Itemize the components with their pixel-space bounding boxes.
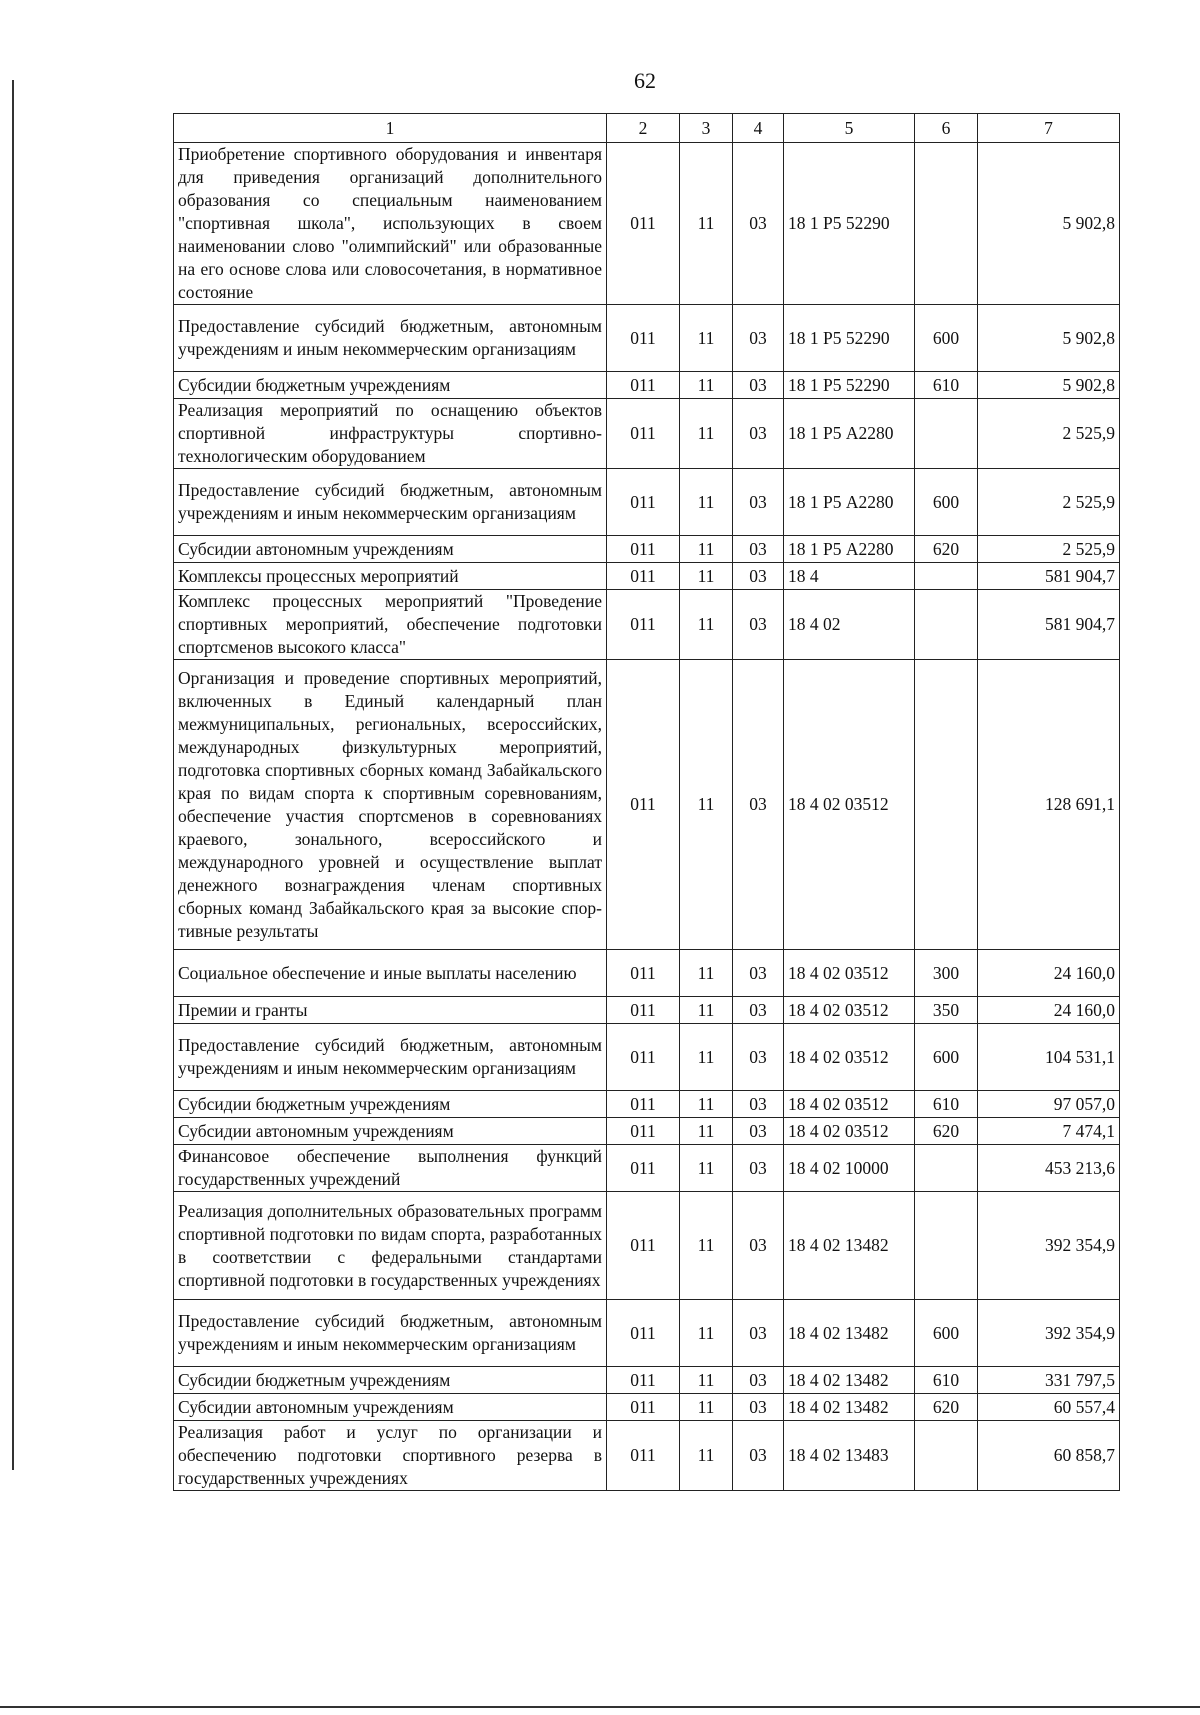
cell-target-article: 18 1 Р5 52290 [784,143,915,305]
cell-ministry-code: 011 [607,590,680,660]
cell-name: Реализация дополнительных образовательных программ спортивной подготовки по видам спорта, разработанных в соответствии с федеральными стандартами спортивной подготовки в государственных учреждениях [174,1192,607,1300]
cell-subsection: 03 [733,536,784,563]
cell-section: 11 [680,1421,733,1491]
cell-section: 11 [680,1367,733,1394]
cell-expense-type [915,660,978,950]
header-cell: 7 [978,114,1120,143]
scan-edge-line-bottom [0,1706,1200,1708]
cell-name: Премии и гранты [174,997,607,1024]
table-row [174,563,1120,590]
table-row [174,1145,1120,1192]
table-row [174,143,1120,305]
cell-amount: 2 525,9 [978,536,1120,563]
cell-amount: 453 213,6 [978,1145,1120,1192]
header-cell: 5 [784,114,915,143]
cell-expense-type: 600 [915,305,978,372]
cell-target-article: 18 4 02 13482 [784,1367,915,1394]
cell-expense-type: 350 [915,997,978,1024]
table-row [174,590,1120,660]
cell-target-article: 18 1 Р5 52290 [784,372,915,399]
table-row [174,1192,1120,1300]
cell-amount: 581 904,7 [978,590,1120,660]
header-cell: 3 [680,114,733,143]
cell-section: 11 [680,1091,733,1118]
cell-amount: 5 902,8 [978,372,1120,399]
cell-section: 11 [680,1192,733,1300]
cell-section: 11 [680,1394,733,1421]
cell-target-article: 18 4 02 13482 [784,1394,915,1421]
cell-amount: 24 160,0 [978,997,1120,1024]
table-row [174,536,1120,563]
header-cell: 2 [607,114,680,143]
cell-expense-type [915,1421,978,1491]
scan-edge-line-left [12,80,14,1470]
cell-amount: 24 160,0 [978,950,1120,997]
cell-amount: 2 525,9 [978,469,1120,536]
cell-expense-type: 610 [915,372,978,399]
table-row [174,950,1120,997]
budget-table [173,113,1120,1491]
cell-section: 11 [680,536,733,563]
cell-ministry-code: 011 [607,536,680,563]
cell-ministry-code: 011 [607,469,680,536]
cell-subsection: 03 [733,1145,784,1192]
cell-subsection: 03 [733,590,784,660]
cell-subsection: 03 [733,143,784,305]
table-row [174,1300,1120,1367]
cell-name: Субсидии бюджетным учреждениям [174,1367,607,1394]
cell-name: Субсидии автономным учреждениям [174,1394,607,1421]
cell-expense-type [915,590,978,660]
cell-section: 11 [680,372,733,399]
cell-ministry-code: 011 [607,143,680,305]
cell-target-article: 18 4 02 10000 [784,1145,915,1192]
cell-section: 11 [680,1118,733,1145]
cell-name: Субсидии автономным учреждениям [174,536,607,563]
header-cell: 6 [915,114,978,143]
cell-expense-type [915,563,978,590]
table-row [174,399,1120,469]
cell-expense-type: 300 [915,950,978,997]
table-row [174,305,1120,372]
cell-target-article: 18 1 Р5 А2280 [784,399,915,469]
cell-subsection: 03 [733,1192,784,1300]
cell-ministry-code: 011 [607,1118,680,1145]
cell-target-article: 18 4 02 03512 [784,1024,915,1091]
cell-section: 11 [680,563,733,590]
cell-name: Комплекс процессных мероприятий "Проведение спортивных мероприятий, обеспечение подготовки спортсменов высокого класса" [174,590,607,660]
cell-amount: 128 691,1 [978,660,1120,950]
cell-subsection: 03 [733,563,784,590]
cell-target-article: 18 4 02 03512 [784,997,915,1024]
cell-amount: 2 525,9 [978,399,1120,469]
cell-section: 11 [680,143,733,305]
cell-expense-type: 600 [915,469,978,536]
cell-amount: 392 354,9 [978,1192,1120,1300]
cell-ministry-code: 011 [607,399,680,469]
cell-expense-type [915,399,978,469]
cell-amount: 581 904,7 [978,563,1120,590]
cell-target-article: 18 4 02 03512 [784,1091,915,1118]
cell-name: Субсидии бюджетным учреждениям [174,372,607,399]
cell-expense-type: 620 [915,536,978,563]
cell-subsection: 03 [733,950,784,997]
table-row [174,469,1120,536]
cell-section: 11 [680,660,733,950]
cell-amount: 392 354,9 [978,1300,1120,1367]
cell-section: 11 [680,1145,733,1192]
table-row [174,1367,1120,1394]
cell-ministry-code: 011 [607,997,680,1024]
cell-name: Предоставление субсидий бюджетным, автономным учреждениям и иным некоммерческим организациям [174,1024,607,1091]
cell-target-article: 18 1 Р5 А2280 [784,469,915,536]
table-header-row [174,114,1120,143]
cell-ministry-code: 011 [607,1300,680,1367]
cell-expense-type: 600 [915,1024,978,1091]
table-row [174,1024,1120,1091]
cell-section: 11 [680,305,733,372]
cell-ministry-code: 011 [607,660,680,950]
cell-name: Приобретение спортивного оборудования и инвентаря для приведения организаций дополнительного образования со специальным наименованием "спортивная школа", использующих в своем наименовании слово "олимпийский" или образованные на его основе слова или словосочетания, в нормативное состояние [174,143,607,305]
cell-target-article: 18 4 02 13482 [784,1192,915,1300]
cell-ministry-code: 011 [607,1367,680,1394]
cell-target-article: 18 4 02 13482 [784,1300,915,1367]
cell-amount: 104 531,1 [978,1024,1120,1091]
cell-ministry-code: 011 [607,950,680,997]
cell-ministry-code: 011 [607,1394,680,1421]
cell-subsection: 03 [733,372,784,399]
cell-section: 11 [680,469,733,536]
cell-subsection: 03 [733,1394,784,1421]
cell-section: 11 [680,399,733,469]
cell-amount: 60 858,7 [978,1421,1120,1491]
cell-name: Комплексы процессных мероприятий [174,563,607,590]
cell-subsection: 03 [733,1421,784,1491]
cell-name: Реализация работ и услуг по организации и обеспечению подготовки спортивного резерва в государственных учреждениях [174,1421,607,1491]
cell-name: Организация и проведение спортивных мероприятий, включенных в Единый календарный план межмуниципальных, региональных, всероссийских, международных физкультурных мероприятий, подготовка спортивных сборных команд Забайкальского края по видам спорта к спортивным соревнованиям, обеспечение участия спортсменов в соревнованиях краевого, зонального, всероссийского и международного уровней и осуществление выплат денежного вознаграждения членам спортивных сборных команд Забайкальского края за высокие спортивные результаты [174,660,607,950]
cell-name: Предоставление субсидий бюджетным, автономным учреждениям и иным некоммерческим организациям [174,469,607,536]
page-number: 62 [634,68,656,93]
cell-name: Социальное обеспечение и иные выплаты населению [174,950,607,997]
cell-expense-type: 610 [915,1367,978,1394]
cell-section: 11 [680,997,733,1024]
cell-section: 11 [680,1300,733,1367]
cell-section: 11 [680,1024,733,1091]
table-row [174,1421,1120,1491]
cell-subsection: 03 [733,305,784,372]
cell-expense-type: 620 [915,1118,978,1145]
cell-target-article: 18 4 02 13483 [784,1421,915,1491]
cell-section: 11 [680,950,733,997]
cell-target-article: 18 4 [784,563,915,590]
header-cell: 1 [174,114,607,143]
table-row [174,1118,1120,1145]
table-row [174,372,1120,399]
cell-subsection: 03 [733,1091,784,1118]
cell-subsection: 03 [733,1367,784,1394]
cell-target-article: 18 1 Р5 52290 [784,305,915,372]
cell-name: Предоставление субсидий бюджетным, автономным учреждениям и иным некоммерческим организациям [174,305,607,372]
cell-expense-type [915,143,978,305]
cell-subsection: 03 [733,1118,784,1145]
cell-expense-type: 610 [915,1091,978,1118]
cell-subsection: 03 [733,1024,784,1091]
cell-amount: 331 797,5 [978,1367,1120,1394]
cell-ministry-code: 011 [607,1024,680,1091]
cell-name: Субсидии бюджетным учреждениям [174,1091,607,1118]
table-row [174,660,1120,950]
cell-ministry-code: 011 [607,1421,680,1491]
cell-target-article: 18 4 02 03512 [784,660,915,950]
cell-amount: 97 057,0 [978,1091,1120,1118]
cell-subsection: 03 [733,469,784,536]
cell-target-article: 18 1 Р5 А2280 [784,536,915,563]
cell-name: Финансовое обеспечение выполнения функций государственных учреждений [174,1145,607,1192]
cell-amount: 5 902,8 [978,305,1120,372]
table-row [174,997,1120,1024]
cell-target-article: 18 4 02 03512 [784,950,915,997]
cell-name: Реализация мероприятий по оснащению объектов спортивной инфраструктуры спортивно-технологическим оборудованием [174,399,607,469]
cell-ministry-code: 011 [607,1192,680,1300]
cell-amount: 7 474,1 [978,1118,1120,1145]
cell-expense-type [915,1192,978,1300]
cell-amount: 5 902,8 [978,143,1120,305]
cell-amount: 60 557,4 [978,1394,1120,1421]
cell-subsection: 03 [733,1300,784,1367]
table-row [174,1394,1120,1421]
cell-ministry-code: 011 [607,563,680,590]
cell-expense-type: 600 [915,1300,978,1367]
cell-subsection: 03 [733,399,784,469]
cell-subsection: 03 [733,997,784,1024]
table-row [174,1091,1120,1118]
cell-expense-type [915,1145,978,1192]
cell-name: Субсидии автономным учреждениям [174,1118,607,1145]
cell-ministry-code: 011 [607,1145,680,1192]
cell-target-article: 18 4 02 03512 [784,1118,915,1145]
cell-ministry-code: 011 [607,372,680,399]
cell-ministry-code: 011 [607,1091,680,1118]
cell-name: Предоставление субсидий бюджетным, автономным учреждениям и иным некоммерческим организациям [174,1300,607,1367]
cell-section: 11 [680,590,733,660]
cell-target-article: 18 4 02 [784,590,915,660]
cell-subsection: 03 [733,660,784,950]
cell-expense-type: 620 [915,1394,978,1421]
cell-ministry-code: 011 [607,305,680,372]
header-cell: 4 [733,114,784,143]
